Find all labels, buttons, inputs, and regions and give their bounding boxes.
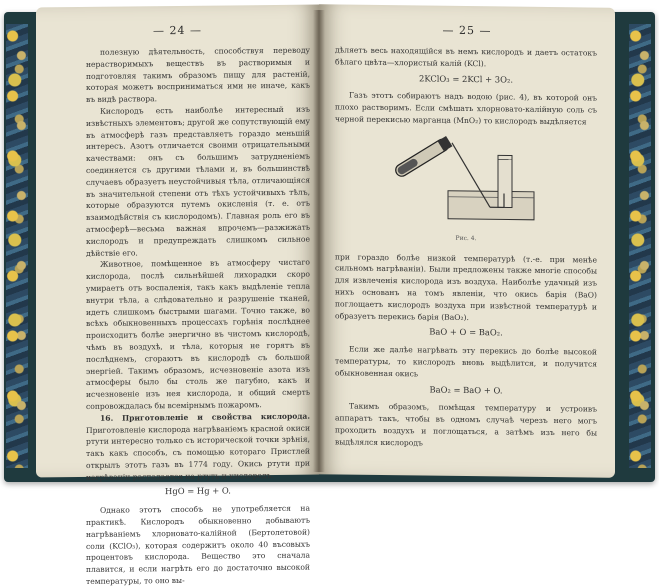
equation: BaO₂ = BaO + O. bbox=[335, 383, 597, 398]
equation: BaO + O = BaO₂. bbox=[335, 326, 597, 341]
section-title: Приготовленіе и свойства кислорода. bbox=[122, 411, 310, 422]
paragraph: Животное, помѣщенное въ атмосферу чистаго кислорода, послѣ сильнѣйшей лихорадки скоро умираетъ отъ воспаленія, такъ какъ выдѣленіе тепла внутри тѣла, а слѣдовательно и разрушеніе тканей, идетъ слишкомъ быстрыми шагами. Точно также, во всѣхъ обыкновенныхъ процессахъ горѣнія послѣднее происходитъ болѣе энергично въ чистомъ кислородѣ, чѣмъ въ воздухѣ, и тѣла, которыя не горятъ въ послѣднемъ, сгораютъ въ кислородѣ съ большой энергіей. Такимъ образомъ, исчезновеніе азота изъ атмосферы было бы столь же пагубно, какъ и исчезновеніе изъ нея кислорода, и общий смерть сопровождалась бы всемірнымъ пожаромъ. bbox=[86, 257, 310, 413]
section-paragraph bbox=[86, 410, 310, 483]
figure-4-apparatus bbox=[386, 132, 546, 232]
paragraph: Однако этотъ способъ не употребляется на практикѣ. Кислородъ обыкновенно добываютъ нагрѣваніемъ хлорновато-калійной (Бертолетовой) соли (KClO₃), которая содержитъ около 40 въсовыхъ процентовъ кислорода. Вещество это сначала плавится, и если нагрѣть его до достаточно высокой температуры, то оно вы- bbox=[86, 503, 310, 588]
section-number: 16. bbox=[100, 413, 113, 422]
marbled-edge-right bbox=[629, 24, 651, 468]
paragraph: дѣляетъ весь находящійся въ немъ кислородъ и даетъ остатокъ бѣлаго цвѣта—хлористый калій (KCl). bbox=[335, 44, 597, 71]
right-page-text bbox=[335, 44, 597, 451]
paragraph: Кислородъ есть наиболѣе интересный изъ извѣстныхъ элементовъ; другой же сопутствующій ему въ атмосферѣ газъ представляетъ гораздо меньшій интересъ. Азотъ отличается своими отрицательными качествами: онъ съ большимъ затрудненіемъ соединяется съ другими тѣлами и, въ большинствѣ случаевъ образуетъ неустойчивыя тѣла, отличающіяся въ значительной степени отъ тѣхъ устойчивыхъ тѣлъ, которые образуются путемъ окисленія (т. е. отъ взаимодѣйствія съ кислородомъ). Главная роль его въ атмосферѣ—весьма важная впрочемъ—разжижать кислородъ и предупреждать слишкомъ сильное дѣйствіе его. bbox=[86, 104, 310, 260]
left-page-text bbox=[86, 45, 310, 588]
equation: 2KClO₃ = 2KCl + 3O₂. bbox=[335, 72, 597, 87]
book-gutter bbox=[313, 10, 325, 472]
paragraph: Газъ этотъ собираютъ надъ водою (рис. 4), въ которой онъ плохо растворимъ. Если смѣшать хлорновато-калійную соль съ черной перекисью марганца (MnO₂) то кислородъ выдѣляется bbox=[335, 90, 597, 129]
page-number-left: — 24 — bbox=[36, 23, 319, 39]
page-number-right: — 25 — bbox=[319, 22, 615, 39]
figure-caption: Рис. 4. bbox=[335, 231, 597, 246]
section-text: Приготовленіе кислорода нагрѣваніемъ красной окиси ртути интересно только съ исторической точки зрѣнія, такъ какъ способъ, съ помощью котораго Пристлей открылъ этотъ газъ въ 1774 году. Окись ртути при нагрѣваніи распадается на ртуть и кислородъ. bbox=[86, 423, 310, 482]
marbled-edge-left bbox=[6, 24, 28, 468]
paragraph: полезную дѣятельность, способствуя переводу нерастворимыхъ веществъ въ растворимыя и подготовляя такимъ образомъ пищу для растеній, которая можетъ восприниматься ими не иначе, какъ въ видѣ раствора. bbox=[86, 45, 310, 106]
paragraph: при гораздо болѣе низкой температурѣ (т.-е. при менѣе сильномъ нагрѣваніи). Были предложены также многіе способы для извлеченія кислорода изъ воздуха. Наиболѣе удачный изъ нихъ основанъ на томъ явленіи, что окись барія (BaO) поглощаетъ кислородъ воздуха при извѣстной температурѣ и образуетъ перекись барія (BaO₂). bbox=[335, 251, 597, 325]
equation: HgO = Hg + O. bbox=[86, 485, 310, 499]
right-page bbox=[319, 4, 615, 478]
paragraph: Если же далѣе нагрѣвать эту перекись до болѣе высокой температуры, то кислородъ вновь выдѣлится, и получится обыкновенная окись bbox=[335, 344, 597, 383]
left-page bbox=[36, 5, 319, 478]
paragraph: Такимъ образомъ, помѣщая температуру и устроивъ аппаратъ такъ, чтобы въ одномъ случаѣ черезъ него могъ проходить воздухъ и поглощаться, а затѣмъ изъ него бы выдѣлялся кислородъ bbox=[335, 401, 597, 451]
